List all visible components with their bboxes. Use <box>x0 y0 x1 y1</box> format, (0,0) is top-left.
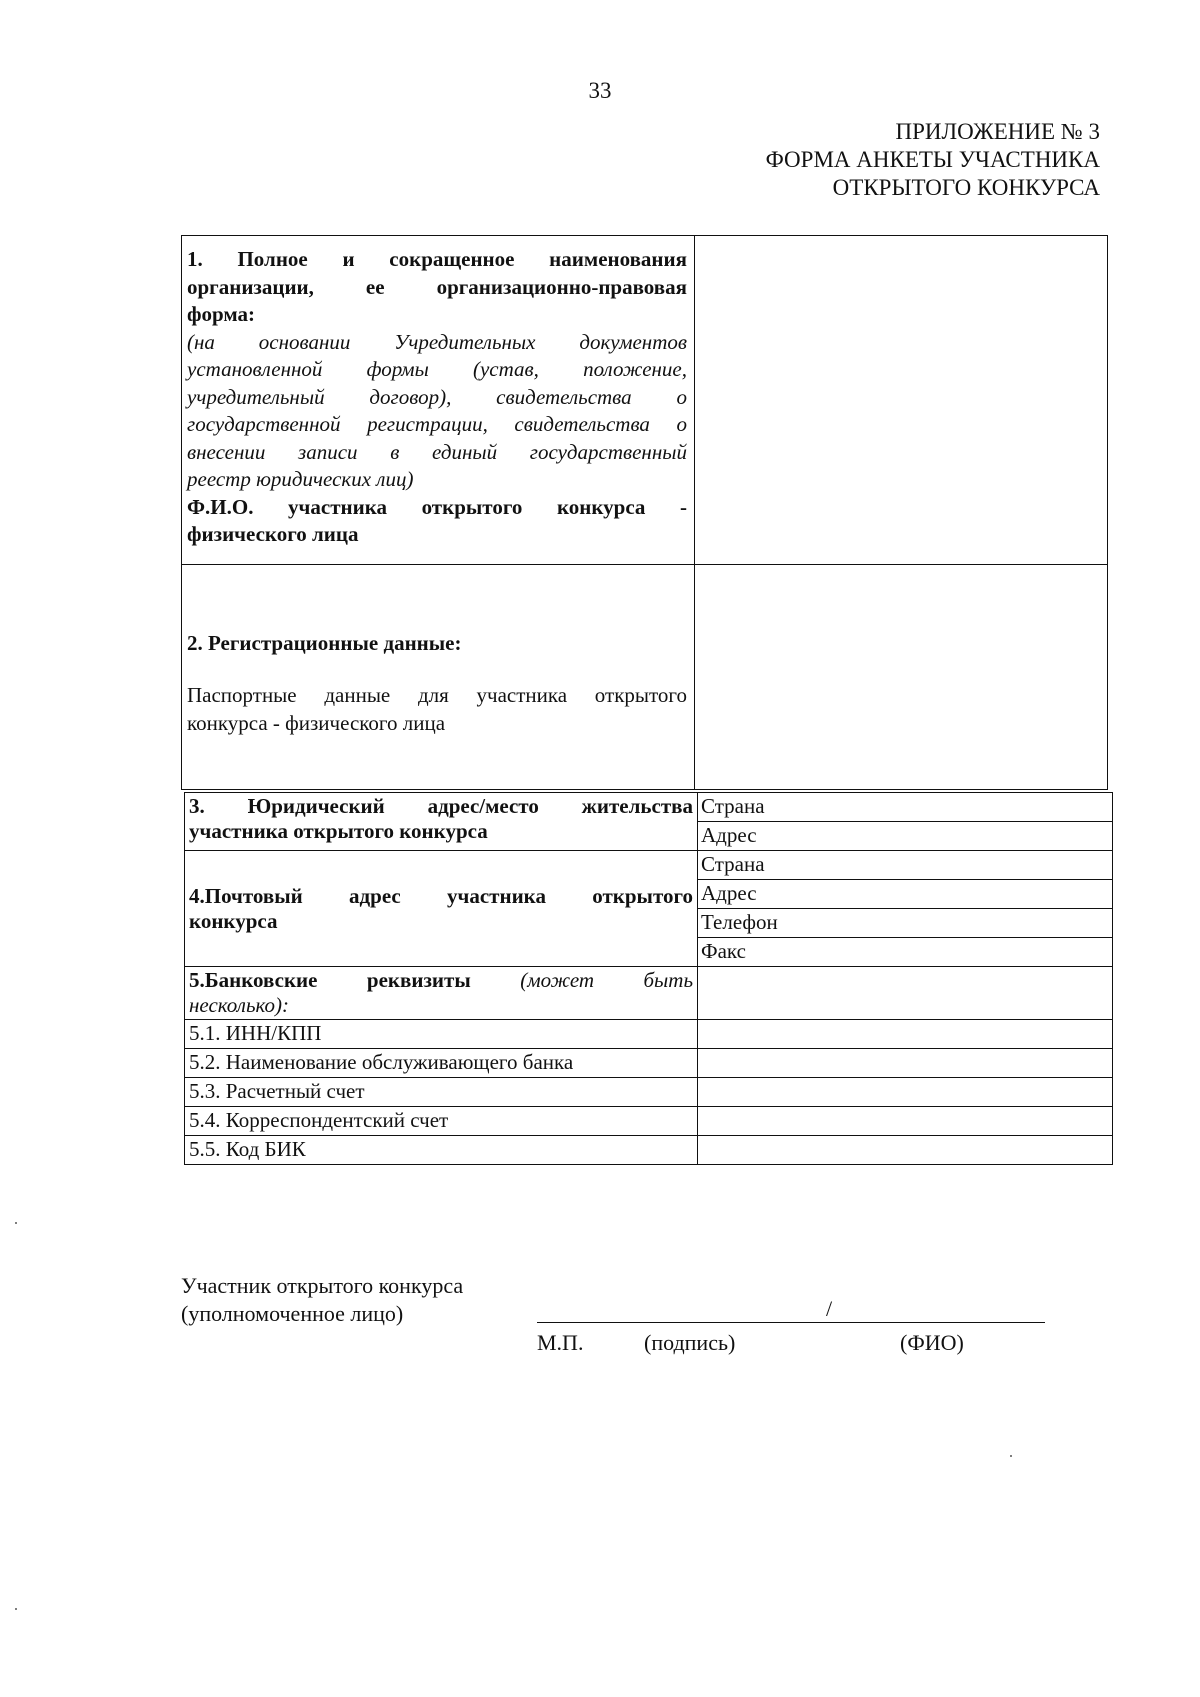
participant-line: (уполномоченное лицо) <box>181 1301 404 1326</box>
section1-title-line: форма: <box>187 302 256 326</box>
scan-speck <box>15 1222 17 1224</box>
section4-title-line: 4.Почтовый адрес участника открытого <box>189 883 693 908</box>
section1-title-line: 1. Полное и сокращенное наименования <box>187 247 687 271</box>
signature-slash: / <box>826 1296 833 1321</box>
section1-title-line: организации, ее организационно-правовая <box>187 274 687 299</box>
value-cell <box>698 1136 1113 1165</box>
column-divider <box>694 236 695 789</box>
section5-row-label: 5.3. Расчетный счет <box>185 1078 698 1107</box>
section2-body <box>187 682 687 737</box>
form-table-lower <box>184 792 1113 1165</box>
participant-line: Участник открытого конкурса <box>181 1273 464 1298</box>
section1-note-line: реестр юридических лиц) <box>187 467 414 491</box>
table-row <box>185 967 1113 1020</box>
section2-title: 2. Регистрационные данные: <box>187 631 462 655</box>
signature-line <box>537 1322 1045 1323</box>
section4-field: Страна <box>698 851 1113 880</box>
value-cell <box>698 1078 1113 1107</box>
section4-field: Адрес <box>698 880 1113 909</box>
scan-speck <box>15 1608 17 1610</box>
appendix-line: ОТКРЫТОГО КОНКУРСА <box>832 175 1100 200</box>
value-cell <box>698 1020 1113 1049</box>
section3-field: Адрес <box>698 822 1113 851</box>
section1-note-line: установленной формы (устав, положение, <box>187 357 687 381</box>
section5-label <box>185 967 698 1020</box>
appendix-line: ФОРМА АНКЕТЫ УЧАСТНИКА <box>765 147 1100 172</box>
section4-field: Факс <box>698 938 1113 967</box>
section1-label <box>187 246 687 549</box>
table-row <box>185 1078 1113 1107</box>
section5-row-label: 5.5. Код БИК <box>185 1136 698 1165</box>
signature-caption: (подпись) <box>644 1330 736 1355</box>
participant-label <box>181 1272 463 1328</box>
table-row <box>185 1020 1113 1049</box>
section3-title-line: участника открытого конкурса <box>189 819 488 843</box>
section5-row-label: 5.2. Наименование обслуживающего банка <box>185 1049 698 1078</box>
appendix-line: ПРИЛОЖЕНИЕ № 3 <box>895 119 1100 144</box>
table-row <box>185 1049 1113 1078</box>
section4-title-line: конкурса <box>189 908 278 933</box>
value-cell <box>698 1049 1113 1078</box>
section5-row-label: 5.4. Корреспондентский счет <box>185 1107 698 1136</box>
section5-row-label: 5.1. ИНН/КПП <box>185 1020 698 1049</box>
table-row <box>185 851 1113 880</box>
table-row <box>185 793 1113 822</box>
section1-note-line: учредительный договор), свидетельства о <box>187 384 687 409</box>
table-row <box>185 1136 1113 1165</box>
section5-title-italic: несколько): <box>189 993 290 1017</box>
section2-body-line: Паспортные данные для участника открытого <box>187 683 687 707</box>
section1-fio-line: Ф.И.О. участника открытого конкурса - <box>187 494 687 519</box>
section3-field: Страна <box>698 793 1113 822</box>
scan-speck <box>1010 1455 1012 1457</box>
page-number: 33 <box>588 78 612 103</box>
section1-note-line: (на основании Учредительных документов <box>187 329 687 354</box>
form-table-upper <box>181 235 1108 790</box>
appendix-heading <box>766 118 1100 202</box>
name-caption: (ФИО) <box>900 1330 964 1355</box>
seal-label: М.П. <box>537 1330 584 1355</box>
value-cell <box>698 967 1113 1020</box>
section5-title-bold: 5.Банковские реквизиты <box>189 968 471 992</box>
table-row <box>185 1107 1113 1136</box>
section3-title-line: 3. Юридический адрес/место жительства <box>189 794 693 818</box>
section1-fio-line: физического лица <box>187 522 359 546</box>
section4-field: Телефон <box>698 909 1113 938</box>
section1-note-line: государственной регистрации, свидетельства о <box>187 412 687 436</box>
section2-body-line: конкурса - физического лица <box>187 710 446 735</box>
section3-label <box>185 793 698 851</box>
section5-title-italic: (может быть <box>520 968 694 992</box>
value-cell <box>698 1107 1113 1136</box>
row-divider <box>182 564 1107 565</box>
section5-title-line <box>189 968 693 993</box>
section1-note-line: внесении записи в единый государственный <box>187 439 687 464</box>
section4-label <box>185 851 698 967</box>
